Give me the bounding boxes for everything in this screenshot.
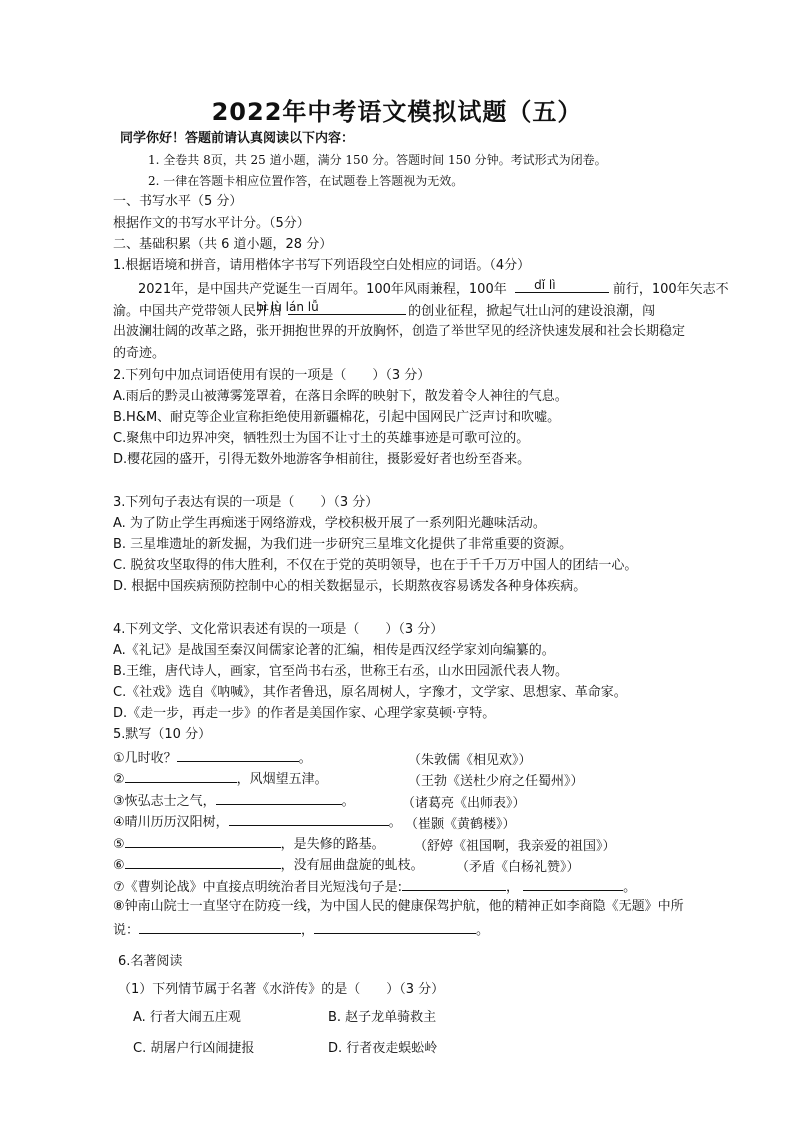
q1-para-line3: 出波澜壮阔的改革之路，张开拥抱世界的开放胸怀，创造了举世罕见的经济快速发展和社会长期稳定 [113, 324, 686, 339]
q2-option-c[interactable]: C.聚焦中印边界冲突，牺牲烈士为国不让寸土的英雄事迹是可歌可泣的。 [113, 431, 530, 446]
q3-option-c[interactable]: C. 脱贫攻坚取得的伟大胜利，不仅在于党的英明领导，也在于千千万万中国人的团结一心。 [113, 558, 638, 573]
q5-line-6-pre: ⑥ [113, 858, 125, 873]
section2-heading: 二、基础积累（共 6 道小题，28 分） [113, 237, 333, 252]
q5-line-8-mid: ， [301, 923, 315, 938]
q5-source-3: （诸葛亮《出师表》） [402, 796, 526, 811]
q5-line-3-pre: ③恢弘志士之气， [113, 794, 216, 809]
q5-source-6: （矛盾《白杨礼赞》） [456, 860, 580, 875]
q4-option-d[interactable]: D.《走一步，再走一步》的作者是美国作家、心理学家莫顿·亨特。 [113, 706, 496, 721]
q3-option-d[interactable]: D. 根据中国疾病预防控制中心的相关数据显示，长期熬夜容易诱发各种身体疾病。 [113, 579, 587, 594]
q2-option-a[interactable]: A.雨后的黔灵山被薄雾笼罩着，在落日余晖的映射下，散发着令人神往的气息。 [113, 389, 568, 404]
q5-line-8b [113, 921, 489, 939]
q5-source-2: （王勃《送杜少府之任蜀州》） [408, 774, 584, 789]
q5-line-8a: ⑧钟南山院士一直坚守在防疫一线，为中国人民的健康保驾护航，他的精神正如李商隐《无题》中所 [113, 899, 684, 914]
q5-blank-7a[interactable] [402, 878, 506, 891]
q5-source-1: （朱敦儒《相见欢》） [408, 753, 532, 768]
q5-line-2-pre: ② [113, 772, 125, 787]
q4-option-b[interactable]: B.王维，唐代诗人，画家，官至尚书右丞，世称王右丞，山水田园派代表人物。 [113, 664, 569, 679]
q4-option-c[interactable]: C.《社戏》选自《呐喊》，其作者鲁迅，原名周树人，字豫才，文学家、思想家、革命家。 [113, 685, 627, 700]
q3-stem: 3.下列句子表达有误的一项是（ ）（3 分） [113, 495, 379, 510]
q5-blank-8b[interactable] [314, 921, 476, 934]
q5-blank-3[interactable] [216, 792, 342, 805]
q6-option-b[interactable]: B. 赵子龙单骑救主 [328, 1010, 437, 1025]
q5-blank-6[interactable] [125, 856, 281, 869]
q5-line-5-post: ，是失修的路基。 [280, 837, 385, 852]
q5-line-5-pre: ⑤ [113, 837, 125, 852]
q1-para-line2 [113, 302, 655, 320]
q6-stem: 6.名著阅读 [118, 954, 183, 969]
q5-line-7-mid: ， [506, 880, 520, 895]
q5-line-3 [113, 792, 355, 810]
q1-text-a: 2021年，是中国共产党诞生一百周年。100年风雨兼程，100年 [138, 282, 507, 297]
q2-stem: 2.下列句中加点词语使用有误的一项是（ ）（3 分） [113, 368, 431, 383]
q5-blank-8a[interactable] [139, 921, 301, 934]
q5-line-1-post: 。 [298, 751, 312, 766]
exam-title: 2022年中考语文模拟试题（五） [211, 98, 583, 126]
q1-blank-1[interactable] [515, 280, 609, 298]
q1-para-line1 [138, 280, 729, 298]
q4-option-a[interactable]: A.《礼记》是战国至秦汉间儒家论著的汇编，相传是西汉经学家刘向编纂的。 [113, 643, 555, 658]
q1-text-c: 渝。中国共产党带领人民开启 [113, 304, 283, 319]
q5-line-7-post: 。 [623, 880, 637, 895]
q5-source-5: （舒婷《祖国啊，我亲爱的祖国》） [414, 839, 616, 854]
q2-option-b[interactable]: B.H&M、耐克等企业宣称拒绝使用新疆棉花，引起中国网民广泛声讨和吹嘘。 [113, 410, 561, 425]
q6-option-a[interactable]: A. 行者大闹五庄观 [133, 1010, 241, 1025]
q5-blank-7b[interactable] [523, 878, 623, 891]
q5-line-4-post: 。 [388, 815, 402, 830]
intro-heading: 同学你好！答题前请认真阅读以下内容： [120, 131, 355, 146]
q5-blank-1[interactable] [177, 749, 299, 762]
q4-stem: 4.下列文学、文化常识表述有误的一项是（ ）（3 分） [113, 622, 444, 637]
q5-line-6 [113, 856, 424, 874]
q5-blank-5[interactable] [125, 835, 281, 848]
q5-line-5 [113, 835, 385, 853]
q1-blank-2[interactable] [256, 300, 406, 320]
q6-option-c[interactable]: C. 胡屠户行凶闹捷报 [133, 1041, 255, 1056]
intro-note-1: 1. 全卷共 8页，共 25 道小题，满分 150 分。答题时间 150 分钟。考试形式为闭卷。 [148, 153, 607, 167]
q5-line-1-pre: ①几时收？ [113, 751, 177, 766]
q5-line-4-pre: ④晴川历历汉阳树， [113, 815, 229, 830]
q1-text-b: 前行，100年矢志不 [612, 282, 729, 297]
q5-line-2-post: ，风烟望五津。 [236, 772, 328, 787]
q5-source-4: （崔颢《黄鹤楼》） [405, 817, 516, 832]
q5-line-6-post: ，没有屈曲盘旋的虬枝。 [280, 858, 424, 873]
q5-line-7 [113, 878, 636, 896]
q5-stem: 5.默写（10 分） [113, 727, 212, 742]
q1-pinyin-1: dǐ lì [534, 278, 556, 292]
q5-line-8-post: 。 [476, 923, 490, 938]
section1-heading: 一、书写水平（5 分） [113, 194, 243, 209]
q1-stem: 1.根据语境和拼音，请用楷体字书写下列语段空白处相应的词语。（4分） [113, 258, 531, 273]
q6-option-d[interactable]: D. 行者夜走蜈蚣岭 [328, 1041, 438, 1056]
q5-line-8-pre: 说： [113, 923, 140, 938]
q1-para-line4: 的奇迹。 [113, 346, 166, 361]
q3-option-a[interactable]: A. 为了防止学生再痴迷于网络游戏，学校积极开展了一系列阳光趣味活动。 [113, 516, 546, 531]
q5-line-2 [113, 770, 328, 788]
q2-option-d[interactable]: D.樱花园的盛开，引得无数外地游客争相前往，摄影爱好者也纷至沓来。 [113, 452, 531, 467]
q5-line-7-pre: ⑦《曹刿论战》中直接点明统治者目光短浅句子是: [113, 880, 403, 895]
intro-note-2: 2. 一律在答题卡相应位置作答，在试题卷上答题视为无效。 [148, 174, 464, 188]
section1-body: 根据作文的书写水平计分。（5分） [113, 216, 310, 231]
q5-blank-2[interactable] [125, 770, 237, 783]
q1-text-d: 的创业征程，掀起气壮山河的建设浪潮，闯 [408, 304, 656, 319]
q5-line-4 [113, 813, 402, 831]
q5-line-3-post: 。 [341, 794, 355, 809]
q6-sub1: （1）下列情节属于名著《水浒传》的是（ ）（3 分） [118, 982, 445, 997]
q5-line-1 [113, 749, 312, 767]
q5-blank-4[interactable] [229, 813, 389, 826]
q3-option-b[interactable]: B. 三星堆遗址的新发掘，为我们进一步研究三星堆文化提供了非常重要的资源。 [113, 537, 573, 552]
q1-pinyin-2: bì lù lán lǚ [256, 300, 319, 314]
